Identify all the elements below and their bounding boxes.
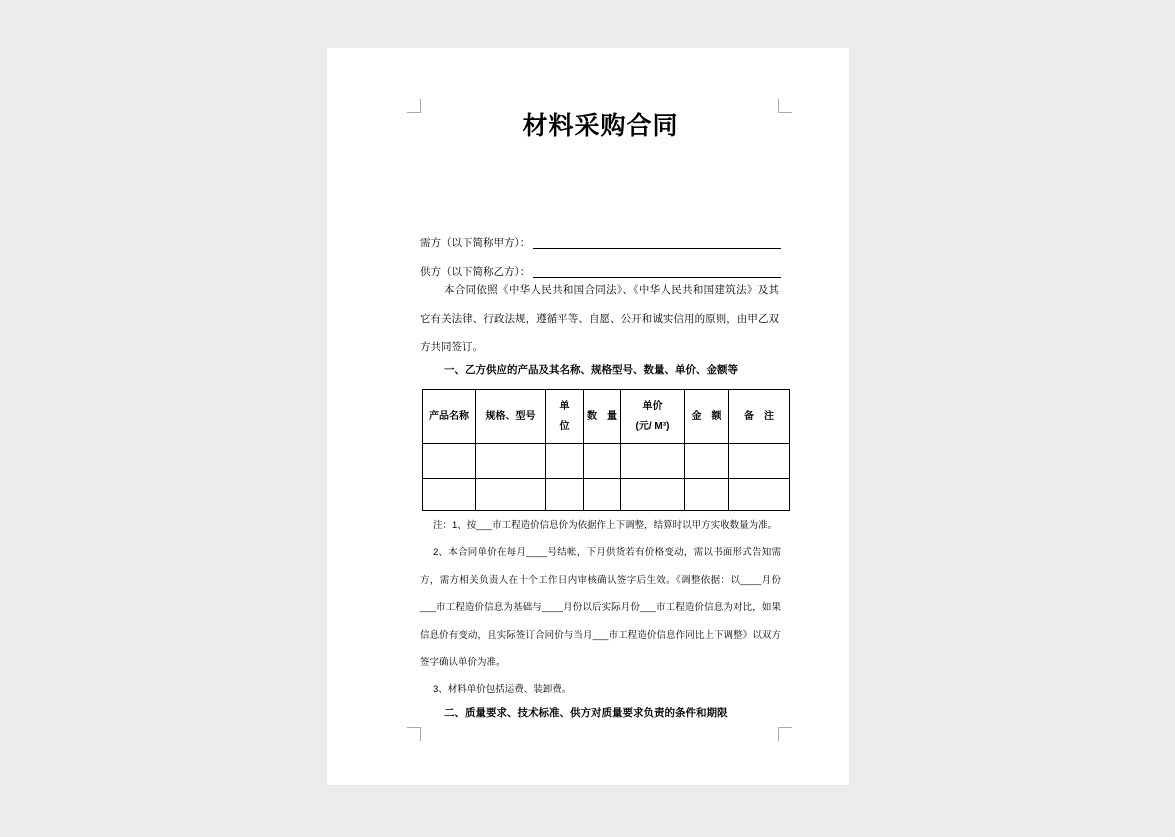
col-header-quantity: 数 量 — [584, 390, 621, 444]
party-a-line — [420, 222, 781, 251]
party-a-blank-line — [533, 247, 781, 249]
table-row — [423, 479, 790, 511]
col-header-spec-model: 规格、型号 — [476, 390, 546, 444]
table-empty-cell — [729, 479, 790, 511]
section-1-heading: 一、乙方供应的产品及其名称、规格型号、数量、单价、金额等 — [444, 364, 738, 376]
note-3: 3、材料单价包括运费、装卸费。 — [433, 684, 572, 696]
party-b-label: 供方（以下简称乙方）： — [420, 266, 531, 278]
table-empty-cell — [621, 444, 685, 479]
table-row — [423, 444, 790, 479]
margin-crop-mark-bottom-right — [778, 727, 792, 741]
document-page — [327, 48, 849, 785]
party-a-label: 需方（以下简称甲方）： — [420, 237, 531, 249]
note-2: 2、本合同单价在每月____号结帐，下月供货若有价格变动，需以书面形式告知需方，需方相关负责人在十个工作日内审核确认签字后生效。《调整依据：以____月份___市工程造价信息为基础与____月份以后实际月份___市工程造价信息为对比，如果信息价有变动，且实际签订合同价与当月___市工程造价信息作同比上下调整》以双方签字确认单价为准。 — [420, 547, 781, 669]
col-header-unit-price: 单价 (元/ M³) — [621, 390, 685, 444]
col-header-remark: 备 注 — [729, 390, 790, 444]
table-empty-cell — [685, 444, 729, 479]
table-empty-cell — [729, 444, 790, 479]
col-header-product-name: 产品名称 — [423, 390, 476, 444]
note-1: 注：1、按___市工程造价信息价为依据作上下调整，结算时以甲方实收数量为准。 — [433, 520, 778, 531]
table-empty-cell — [584, 444, 621, 479]
table-empty-cell — [685, 479, 729, 511]
notes-block — [420, 512, 781, 704]
intro-paragraph: 本合同依照《中华人民共和国合同法》、《中华人民共和国建筑法》及其它有关法律、行政法规，遵循平等、自愿、公开和诚实信用的原则，由甲乙双方共同签订。 — [420, 284, 779, 353]
party-lines — [420, 222, 781, 280]
table-empty-cell — [621, 479, 685, 511]
margin-crop-mark-bottom-left — [407, 727, 421, 741]
table-empty-cell — [476, 479, 546, 511]
products-table — [422, 389, 790, 511]
document-title: 材料采购合同 — [522, 112, 679, 140]
section-2-heading: 二、质量要求、技术标准、供方对质量要求负责的条件和期限 — [444, 707, 728, 719]
table-empty-cell — [546, 444, 584, 479]
table-empty-cell — [423, 479, 476, 511]
col-header-amount: 金 额 — [685, 390, 729, 444]
col-header-unit: 单 位 — [546, 390, 584, 444]
table-empty-cell — [423, 444, 476, 479]
table-header-row — [423, 390, 790, 444]
table-empty-cell — [584, 479, 621, 511]
margin-crop-mark-top-left — [407, 99, 421, 113]
table-empty-cell — [546, 479, 584, 511]
table-empty-cell — [476, 444, 546, 479]
